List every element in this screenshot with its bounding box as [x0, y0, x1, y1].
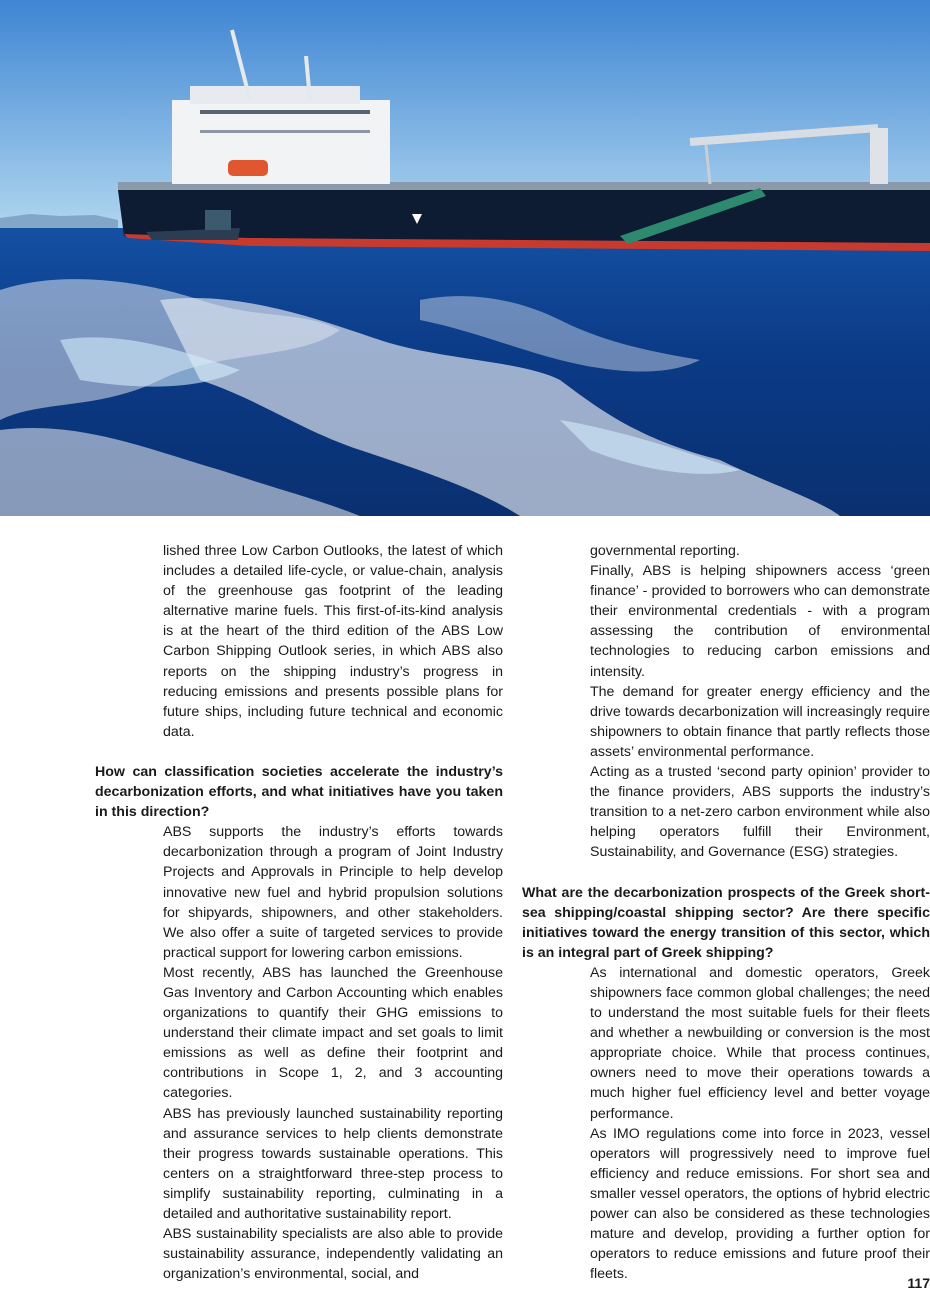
continued-paragraph: governmental reporting. — [590, 543, 740, 559]
answer-paragraph: As IMO regulations come into force in 2023, vessel operators will progressively need to improve fuel efficiency and reduce emissions. For short sea and smaller vessel operators, the options of hybrid electric power can also be considered as these technologies mature and develop, providing a further option for operators to reduce emissions and future proof their fleets. — [590, 1125, 930, 1283]
hero-ship-photo — [0, 0, 930, 516]
continued-paragraph: Finally, ABS is helping shipowners access ‘green finance’ - provided to borrowers who can demonstrate their environmental credentials - with a program assessing the contribution of environmental technologies to reducing carbon emissions and intensity. — [590, 563, 930, 680]
page-number: 117 — [907, 1275, 930, 1291]
distant-hills — [0, 214, 118, 230]
ship-hull — [118, 186, 930, 244]
answer-paragraph: As international and domestic operators, Greek shipowners face common global challenges; the need to understand the most suitable fuels for their fleets and whether a newbuilding or conversion is the most appropriate choice. While that process continues, owners need to move their operations towards a much higher fuel efficiency level and better voyage performance. — [590, 964, 930, 1122]
answer-paragraph: ABS supports the industry’s efforts towards decarbonization through a program of Joint Industry Projects and Approvals in Principle to help develop innovative new fuel and hybrid propulsion solutions for shipyards, shipowners, and other stakeholders. We also offer a suite of targeted services to provide practical support for lowering carbon emissions. — [163, 824, 503, 961]
article-right-column — [522, 541, 930, 1284]
lifeboat — [228, 160, 268, 176]
crane-tower — [870, 128, 888, 184]
bridge — [190, 86, 360, 104]
continued-paragraph: Acting as a trusted ‘second party opinion’ provider to the finance providers, ABS supports the industry’s transition to a net-zero carbon environment while also helping operators fulfill their Environment, Sustainability, and Governance (ESG) strategies. — [590, 764, 930, 861]
answer-paragraph: ABS sustainability specialists are also able to provide sustainability assurance, independently validating an organization’s environmental, social, and — [163, 1226, 503, 1283]
question-heading: What are the decarbonization prospects of the Greek short-sea shipping/coastal shipping sector? Are there specific initiatives toward the energy transition of this sector, which is an integral part of Greek shipping? — [522, 884, 930, 961]
continued-paragraph: The demand for greater energy efficiency and the drive towards decarbonization will increasingly require shipowners to obtain finance that partly reflects those assets’ environmental performance. — [590, 683, 930, 760]
question-heading: How can classification societies accelerate the industry’s decarbonization efforts, and what initiatives have you taken in this direction? — [95, 763, 503, 821]
answer-paragraph: ABS has previously launched sustainability reporting and assurance services to help clients demonstrate their progress towards sustainable operations. This centers on a straightforward three-step process to simplify sustainability reporting, culminating in a detailed and authoritative sustainability report. — [163, 1105, 503, 1222]
article-left-column — [95, 541, 503, 1284]
answer-paragraph: Most recently, ABS has launched the Greenhouse Gas Inventory and Carbon Accounting which enables organizations to quantify their GHG emissions to understand their climate impact and set goals to limit emissions as well as define their footprint and contributions in Scope 1, 2, and 3 accounting categories. — [163, 964, 503, 1102]
intro-paragraph: lished three Low Carbon Outlooks, the latest of which includes a detailed life-cycle, or value-chain, analysis of the greenhouse gas footprint of the leading alternative marine fuels. This first-of-its-kind analysis is at the heart of the third edition of the ABS Low Carbon Shipping Outlook series, in which ABS also reports on the shipping industry’s progress in reducing emissions and presents possible plans for future ships, including future technical and economic data. — [163, 543, 503, 740]
